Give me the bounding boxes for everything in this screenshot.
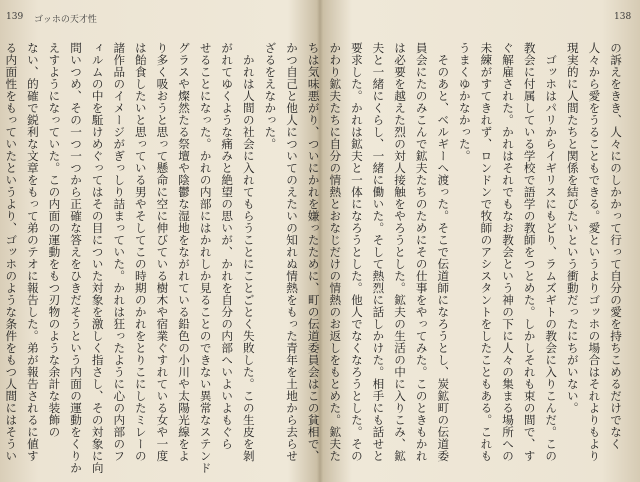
text-line: 現実的に人間たちと関係を結びたいという衝動だったにちがいない。	[565, 42, 580, 414]
text-line: うまくゆかなかった。	[457, 42, 472, 162]
text-line: る内面性をもっていたというより、ゴッホのような条件をもつ人間にはそうい	[4, 42, 19, 462]
text-line: 問いつめ、その一つ一つから正確な答えをひきだそうという内面の運動をくりか	[69, 42, 84, 474]
text-line: の訴えをきき、人々にのしかかって行って自分の愛を持ちこめるだけでなく	[609, 42, 623, 450]
running-head: ゴッホの天才性	[34, 15, 97, 25]
text-line: そのあと、ベルギーへ渡った。そこで伝道師になろうとし、炭鉱町の伝道委	[436, 42, 451, 462]
text-line: がれてゆくような痛みと絶望の思いが、かれを自分の内部へいよいよもぐら	[220, 42, 235, 450]
text-line: 人々から愛をうることもできる。愛というよりゴッホの場合はそれよりもより	[587, 42, 602, 462]
text-line: ちは気味悪がり、ついにかれを嫌ったために、町の伝道委員会はこの貧相で、	[306, 42, 321, 462]
text-line: かつ自己と他人についてのえたいの知れぬ情熱をもった青年を土地から去らせ	[285, 42, 299, 462]
text-line: ざるをえなかった。	[263, 42, 278, 150]
page-number-left: 139	[6, 12, 24, 22]
right-page-text	[306, 42, 626, 462]
text-line: かれは人間の社会に入れてもらうことにことごとく失敗した。この生皮を剝	[241, 42, 256, 462]
left-page-text	[4, 42, 302, 474]
text-line: ない、的確で鋭利な文章をもって弟のテオに報告した。弟が報告されるに値す	[25, 42, 40, 462]
text-line: 未練がすてきれず、ロンドンで牧師のアシスタントをしたこともある。これも	[479, 42, 494, 462]
text-line: 員会にたのみこんで鉱夫たちのためにその仕事をやってみた。このときもかれ	[414, 42, 429, 462]
text-line: 諸作品のイメージがぎっしり詰まっていた。かれは狂ったように心の内部のフ	[112, 42, 127, 462]
text-line: 要求した。かれは鉱夫と一体になろうとした。他人でなくなろうとした。その	[349, 42, 364, 462]
left-page	[0, 0, 318, 482]
right-page	[306, 0, 640, 482]
text-line: せることになった。かれの内部にはかれしか見ることのできない異常なステンド	[198, 42, 213, 474]
text-line: ぐ解雇された。かれはそれでもなお教会という神の下に人々の集まる場所への	[501, 42, 516, 462]
page-number-right: 138	[614, 12, 632, 22]
text-line: ィルムの中を駈けめぐってはその目についた対象を激しく指さし、その対象に向	[90, 42, 105, 474]
text-line: えすようになっていた。この内面の運動をもつ刃物のような余計な装飾の	[47, 42, 62, 438]
text-line: 夫と一緒にくらし、一緒に働いた。そして熱烈に話しかけた。相手にも話せと	[371, 42, 386, 462]
text-line: ゴッホはパリからイギリスにもどり、ラムズギトの教会に入りこんだ。この	[544, 42, 559, 462]
text-line: 教会に付属している学校で語学の教師をつとめた。しかしそれも束の間で、す	[522, 42, 537, 462]
text-line: かわり鉱夫たちに自分の情熱とおなじだけの情熱のお返しをもとめた。鉱夫た	[328, 42, 343, 462]
text-line: り多く吸おうと思って懸命に空に伸びている樹木や宿業ぐすれている女や一度	[155, 42, 170, 462]
text-line: グラスや燦然たる祭壇や陰鬱な湿地をながれている鉛色の小川や太陽光線をよ	[177, 42, 192, 462]
text-line: は飴食したいと思っている男やそしてこの時期のかれをとりこにしたミレーの	[133, 42, 148, 462]
text-line: は必要を越えた烈の対人接触をやろうとした。鉱夫の生活の中に入りこみ、鉱	[393, 42, 408, 462]
